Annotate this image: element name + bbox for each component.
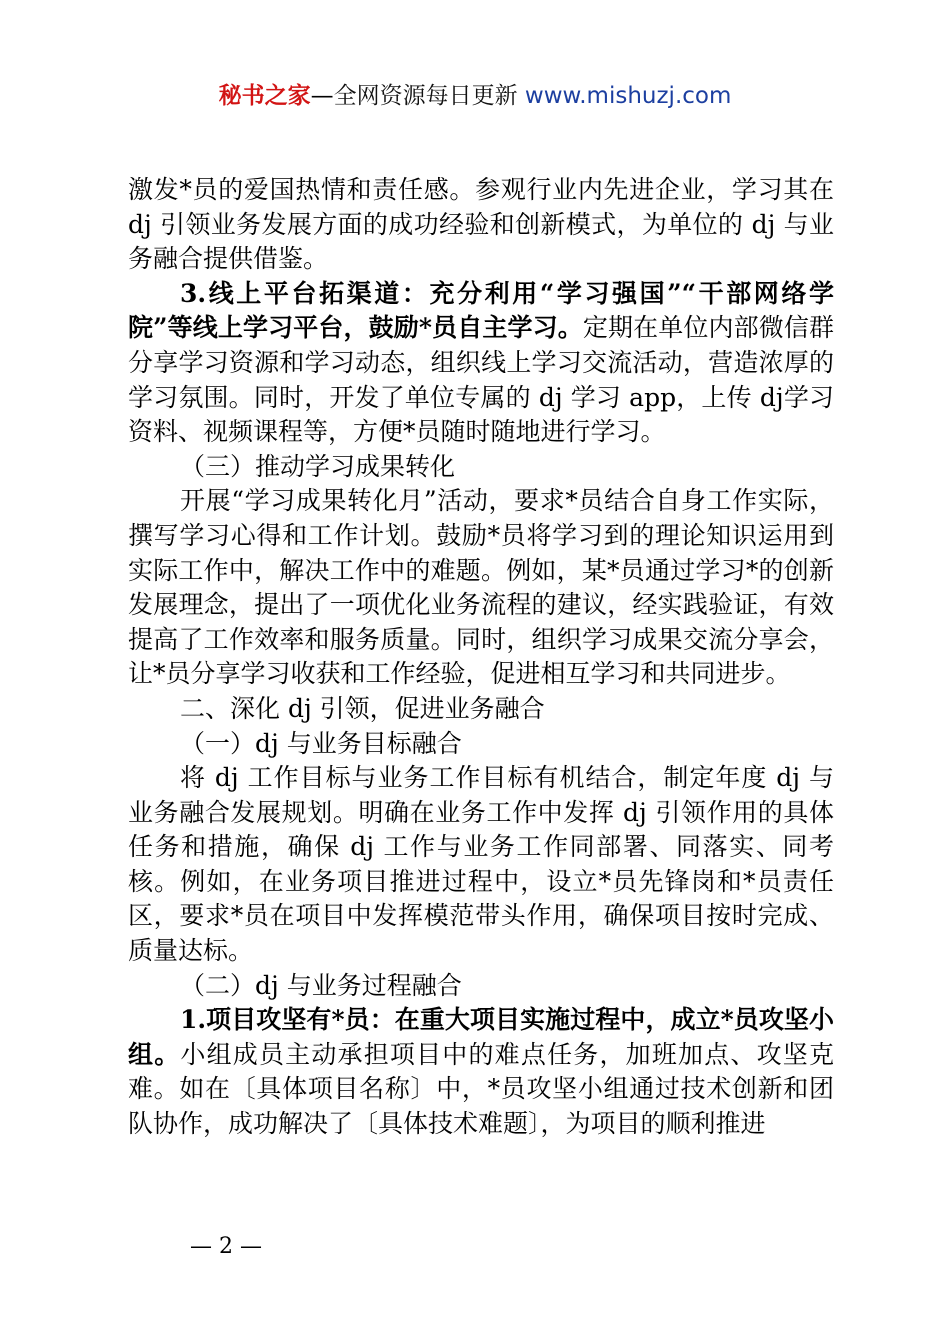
subheading-2: （二）dj 与业务过程融合 xyxy=(180,970,462,1000)
brand-name: 秘书之家 xyxy=(218,83,311,109)
heading-3: （三）推动学习成果转化 xyxy=(180,451,456,481)
paragraph-2-heading: 3.线上平台拓渠道：充分利用“学习强国”“干部网络学院”等线上学习平台，鼓励*员自主学习。 xyxy=(128,278,834,343)
paragraph-5 xyxy=(128,1003,834,1141)
section-heading-2: 二、深化 dj 引领，促进业务融合 xyxy=(180,693,545,723)
paragraph-1: 激发*员的爱国热情和责任感。参观行业内先进企业，学习其在dj 引领业务发展方面的成功经验和创新模式，为单位的 dj 与业务融合提供借鉴。 xyxy=(128,175,834,274)
paragraph-2-body: 定期在单位内部微信群分享学习资源和学习动态，组织线上学习交流活动，营造浓厚的学习氛围。同时，开发了单位专属的 dj 学习 app，上传 dj学习资料、视频课程等，方便*员随时随地进行学习。 xyxy=(128,313,834,447)
paragraph-3: 开展“学习成果转化月”活动，要求*员结合自身工作实际，撰写学习心得和工作计划。鼓励*员将学习到的理论知识运用到实际工作中，解决工作中的难题。例如，某*员通过学习*的创新发展理念，提出了一项优化业务流程的建议，经实践验证，有效提高了工作效率和服务质量。同时，组织学习成果交流分享会，让*员分享学习收获和工作经验，促进相互学习和共同进步。 xyxy=(128,486,834,689)
paragraph-4: 将 dj 工作目标与业务工作目标有机结合，制定年度 dj 与业务融合发展规划。明确在业务工作中发挥 dj 引领作用的具体任务和措施，确保 dj 工作与业务工作同部署、同落实、同考核。例如，在业务项目推进过程中，设立*员先锋岗和*员责任区，要求*员在项目中发挥模范带头作用，确保项目按时完成、质量达标。 xyxy=(128,763,834,966)
page-number: — 2 — xyxy=(190,1234,262,1259)
paragraph-5-heading: 1.项目攻坚有*员：在重大项目实施过程中，成立*员攻坚小组。 xyxy=(128,1005,834,1069)
header-dash: — xyxy=(310,83,334,109)
subheading-1: （一）dj 与业务目标融合 xyxy=(180,728,462,758)
paragraph-2 xyxy=(128,277,834,450)
site-header xyxy=(0,80,950,112)
header-url-link[interactable]: www.mishuzj.com xyxy=(524,83,732,109)
document-body xyxy=(128,173,834,1142)
header-tagline: 全网资源每日更新 xyxy=(333,83,518,109)
paragraph-5-body: 小组成员主动承担项目中的难点任务，加班加点、攻坚克难。如在〔具体项目名称〕中，*员攻坚小组通过技术创新和团队协作，成功解决了〔具体技术难题〕，为项目的顺利推进 xyxy=(128,1039,834,1139)
